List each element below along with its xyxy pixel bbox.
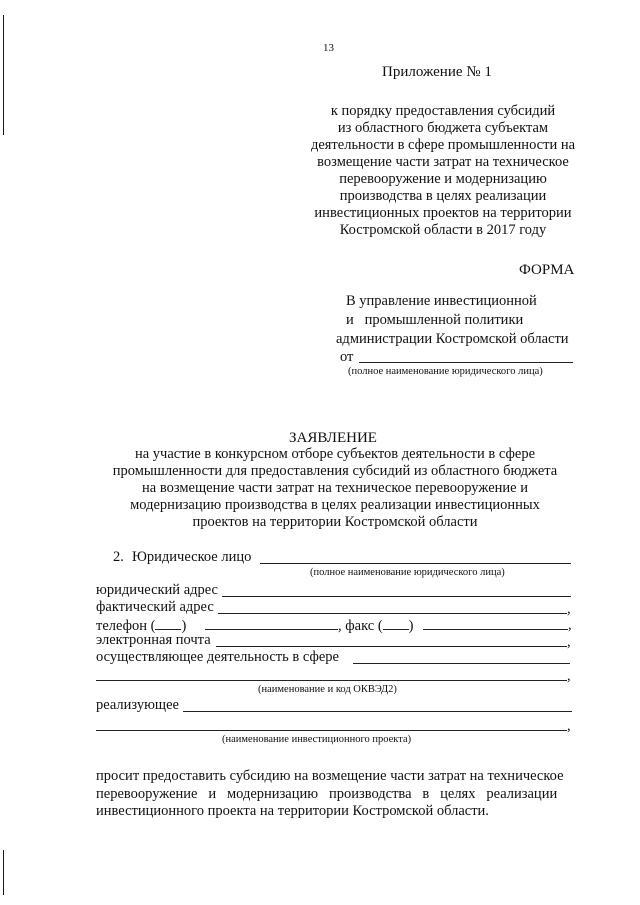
fax-label: , факс (: [338, 618, 383, 634]
phone-label: телефон (: [96, 618, 156, 634]
addressee-line-2: и промышленной политики: [346, 312, 524, 328]
project-hint: (наименование инвестиционного проекта): [222, 734, 412, 745]
legal-entity-label: Юридическое лицо: [132, 549, 252, 565]
subtitle-line: на участие в конкурсном отборе субъектов деятельности в сфере: [134, 446, 536, 462]
email-label: электронная почта: [96, 632, 211, 648]
subtitle-line: модернизацию производства в целях реализации инвестиционных: [130, 497, 540, 513]
subtitle-line: проектов на территории Костромской области: [192, 514, 478, 530]
legal-address-label: юридический адрес: [96, 582, 218, 598]
addressee-line-3: администрации Костромской области: [336, 331, 569, 347]
project-name-field[interactable]: [96, 730, 567, 731]
comma: ,: [567, 718, 571, 734]
actual-address-label: фактический адрес: [96, 599, 214, 615]
comma: ,: [567, 634, 571, 650]
appendix-title: Приложение № 1: [382, 64, 492, 80]
activity-field[interactable]: [353, 663, 570, 664]
appendix-line: к порядку предоставления субсидий: [330, 103, 556, 119]
appendix-line: Костромской области в 2017 году: [339, 222, 547, 238]
activity-field-continued[interactable]: [96, 680, 567, 681]
scan-edge-line: [3, 850, 4, 895]
legal-address-field[interactable]: [222, 596, 571, 597]
from-label: от: [340, 349, 354, 365]
comma: ,: [568, 617, 572, 633]
comma: ,: [567, 601, 571, 617]
request-paragraph: [96, 768, 572, 821]
comma: ,: [567, 668, 571, 684]
from-hint: (полное наименование юридического лица): [348, 366, 543, 377]
email-field[interactable]: [216, 646, 567, 647]
request-line: просит предоставить субсидию на возмещение части затрат на техническое: [96, 768, 564, 784]
fax-row: [338, 615, 414, 635]
subtitle-line: промышленности для предоставления субсидий из областного бюджета: [112, 463, 558, 479]
page-number: 13: [323, 42, 334, 54]
fax-code-close: ): [408, 618, 414, 634]
legal-entity-hint: (полное наименование юридического лица): [310, 567, 505, 578]
fax-code-field[interactable]: [383, 615, 409, 630]
request-line: перевооружение и модернизацию производства в целях реализации: [96, 785, 558, 802]
statement-title: ЗАЯВЛЕНИЕ: [289, 430, 377, 446]
phone-number-field[interactable]: [205, 629, 338, 630]
phone-code-close: ): [181, 618, 187, 634]
appendix-text: [300, 103, 586, 239]
appendix-line: возмещение части затрат на техническое: [317, 154, 569, 170]
actual-address-field[interactable]: [218, 613, 567, 614]
subtitle-line: на возмещение части затрат на техническое перевооружение и: [142, 480, 528, 496]
appendix-line: деятельности в сфере промышленности на: [310, 137, 576, 153]
request-line: инвестиционного проекта на территории Костромской области.: [96, 803, 489, 819]
appendix-line: перевооружение и модернизацию: [339, 171, 547, 187]
appendix-line: инвестиционных проектов на территории: [314, 205, 572, 221]
activity-label: осуществляющее деятельность в сфере: [96, 649, 339, 665]
scan-edge-line: [3, 15, 4, 135]
phone-code-field[interactable]: [155, 615, 181, 630]
legal-entity-field[interactable]: [260, 563, 571, 564]
implementing-label: реализующее: [96, 697, 179, 713]
fax-number-field[interactable]: [423, 629, 568, 630]
appendix-line: из областного бюджета субъектам: [337, 120, 549, 136]
implementing-field[interactable]: [183, 711, 572, 712]
okved-hint: (наименование и код ОКВЭД2): [258, 684, 397, 695]
statement-subtitle: [95, 446, 575, 531]
from-field[interactable]: [359, 362, 573, 363]
appendix-line: производства в целях реализации: [339, 188, 547, 204]
addressee-line-1: В управление инвестиционной: [346, 293, 537, 309]
forma-label: ФОРМА: [519, 262, 575, 278]
item-number: 2.: [113, 549, 124, 565]
